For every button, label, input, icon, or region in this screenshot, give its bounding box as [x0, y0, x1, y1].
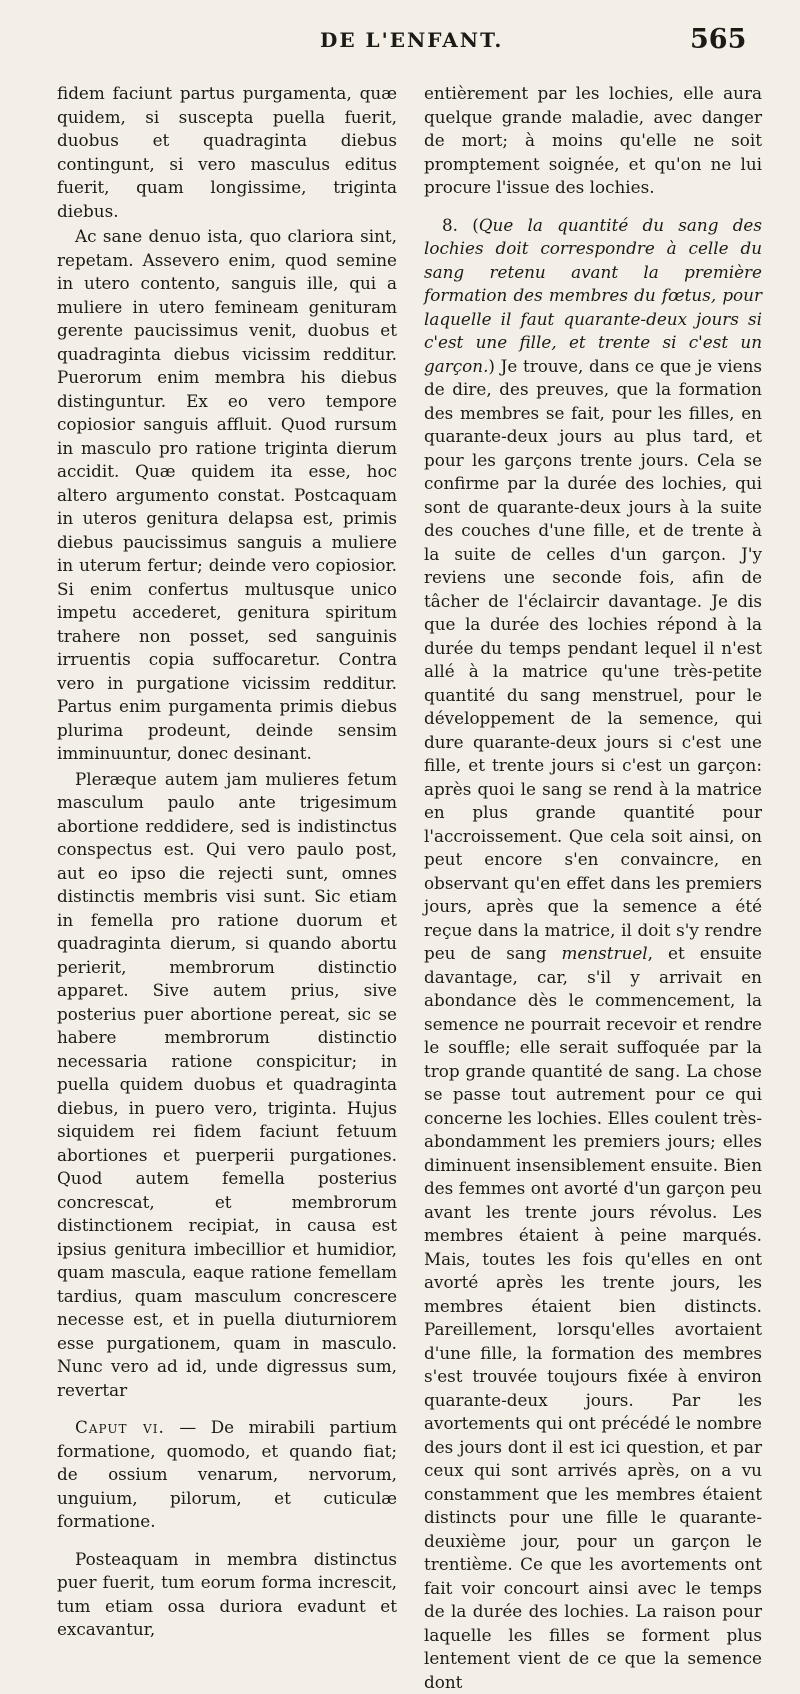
- section-close: ): [488, 356, 495, 376]
- chapter-title: — De mirabili partium formatione, quomodo, et quando fiat; de ossium venarum, nervorum, unguium, pilorum, et cuticulæ formatione.: [57, 1417, 397, 1531]
- latin-column: [57, 82, 397, 1642]
- french-paragraph-2: Je trouve, dans ce que je viens de dire, des preuves, que la formation des membres se fait, pour les filles, en quarante-deux jours au plus tard, et pour les garçons trente jours. Cela se confirme par la durée des lochies, qui sont de quarante-deux jours à la suite des couches d'une fille, et de trente à la suite de celles d'un garçon. J'y reviens une seconde fois, afin de tâcher de l'éclaircir davantage. Je dis que la durée des lochies répond à la durée du temps pendant lequel il n'est allé à la matrice qu'une très-petite quantité du sang menstruel, pour le développement de la semence, qui dure quarante-deux jours si c'est une fille, et trente jours si c'est un garçon: après quoi le sang se rend à la matrice en plus grande quantité pour l'accroissement. Que cela soit ainsi, on peut encore s'en convaincre, en observant qu'en effet dans les premiers jours, après que la semence a été reçue dans la matrice, il doit s'y rendre peu de sang: [424, 356, 762, 964]
- running-title: DE L'ENFANT.: [320, 28, 503, 52]
- section-title: Que la quantité du sang des lochies doit correspondre à celle du sang retenu avant la première formation des membres du fœtus, pour laquelle il faut quarante-deux jours si c'est une fille, et trente si c'est un garçon.: [424, 215, 762, 376]
- chapter-label: Caput vi.: [75, 1417, 165, 1437]
- french-paragraph-2-rest: , et ensuite davantage, car, s'il y arrivait en abondance dès le commencement, la semence ne pourrait recevoir et rendre le souffle; elle serait suffoquée par la trop grande quantité de sang. La chose se passe tout autrement pour ce qui concerne les lochies. Elles coulent très-abondamment les premiers jours; elles diminuent insensiblement ensuite. Bien des femmes ont avorté d'un garçon peu avant les trente jours révolus. Les membres étaient à peine marqués. Mais, toutes les fois qu'elles en ont avorté après les trente jours, les membres étaient bien distincts. Pareillement, lorsqu'elles avortaient d'une fille, la formation des membres s'est trouvée toujours fixée à environ quarante-deux jours. Par les avortements qui ont précédé le nombre des jours dont il est ici question, et par ceux qui sont arrivés après, on a vu constamment que les membres étaient distincts pour une fille le quarante-deuxième jour, pour un garçon le trentième. Ce que les avortements ont fait voir concourt ainsi avec le temps de la durée des lochies. La raison pour laquelle les filles se forment plus lentement vient de ce que la semence dont: [424, 943, 762, 1692]
- latin-paragraph-2: Ac sane denuo ista, quo clariora sint, repetam. Assevero enim, quod semine in utero contento, sanguis ille, qui a muliere in utero femineam genituram gerente paucissimus venit, duobus et quadraginta diebus vicissim redditur. Puerorum enim membra his diebus distinguntur. Ex eo vero tempore copiosior sanguis affluit. Quod rursum in masculo pro ratione triginta dierum accidit. Quæ quidem ita esse, hoc altero argumento constat. Postcaquam in uteros genitura delapsa est, primis diebus paucissimus sanguis a muliere in uterum fertur; deinde vero copiosior. Si enim confertus multusque unico impetu accederet, genitura spiritum trahere non posset, sed sanguinis irruentis copia suffocaretur. Contra vero in purgatione vicissim redditur. Partus enim purgamenta primis diebus plurima prodeunt, deinde sensim imminuuntur, donec desinant.: [57, 225, 397, 766]
- chapter-heading: [57, 1416, 397, 1534]
- latin-paragraph-1: fidem faciunt partus purgamenta, quæ quidem, si suscepta puella fuerit, duobus et quadraginta diebus contingunt, si vero masculus editus fuerit, quam longissime, triginta diebus.: [57, 82, 397, 223]
- french-paragraph-1: entièrement par les lochies, elle aura quelque grande maladie, avec danger de mort; à moins qu'elle ne soit promptement soignée, et qu'on ne lui procure l'issue des lochies.: [424, 82, 762, 200]
- latin-paragraph-4: Posteaquam in membra distinctus puer fuerit, tum eorum forma increscit, tum etiam ossa duriora evadunt et excavantur,: [57, 1548, 397, 1642]
- running-head: [0, 22, 800, 62]
- section-number: 8. (: [442, 215, 479, 235]
- french-italic-word: menstruel: [562, 943, 648, 963]
- page-number: 565: [690, 24, 746, 55]
- section-heading: [424, 214, 762, 1694]
- french-column: [424, 82, 762, 1694]
- latin-paragraph-3: Pleræque autem jam mulieres fetum masculum paulo ante trigesimum abortione reddidere, sed is indistinctus conspectus est. Qui vero paulo post, aut eo ipso die rejecti sunt, omnes distinctis membris visi sunt. Sic etiam in femella pro ratione duorum et quadraginta dierum, si quando abortu perierit, membrorum distinctio apparet. Sive autem prius, sive posterius puer abortione pereat, sic se habere membrorum distinctio necessaria ratione conspicitur; in puella quidem duobus et quadraginta diebus, in puero vero, triginta. Hujus siquidem rei fidem faciunt fetuum abortiones et puerperii purgationes. Quod autem femella posterius concrescat, et membrorum distinctionem recipiat, in causa est ipsius genitura imbecillior et humidior, quam mascula, eaque ratione femellam tardius, quam masculum concrescere necesse est, et in puella diuturniorem esse purgationem, quam in masculo. Nunc vero ad id, unde digressus sum, revertar: [57, 768, 397, 1403]
